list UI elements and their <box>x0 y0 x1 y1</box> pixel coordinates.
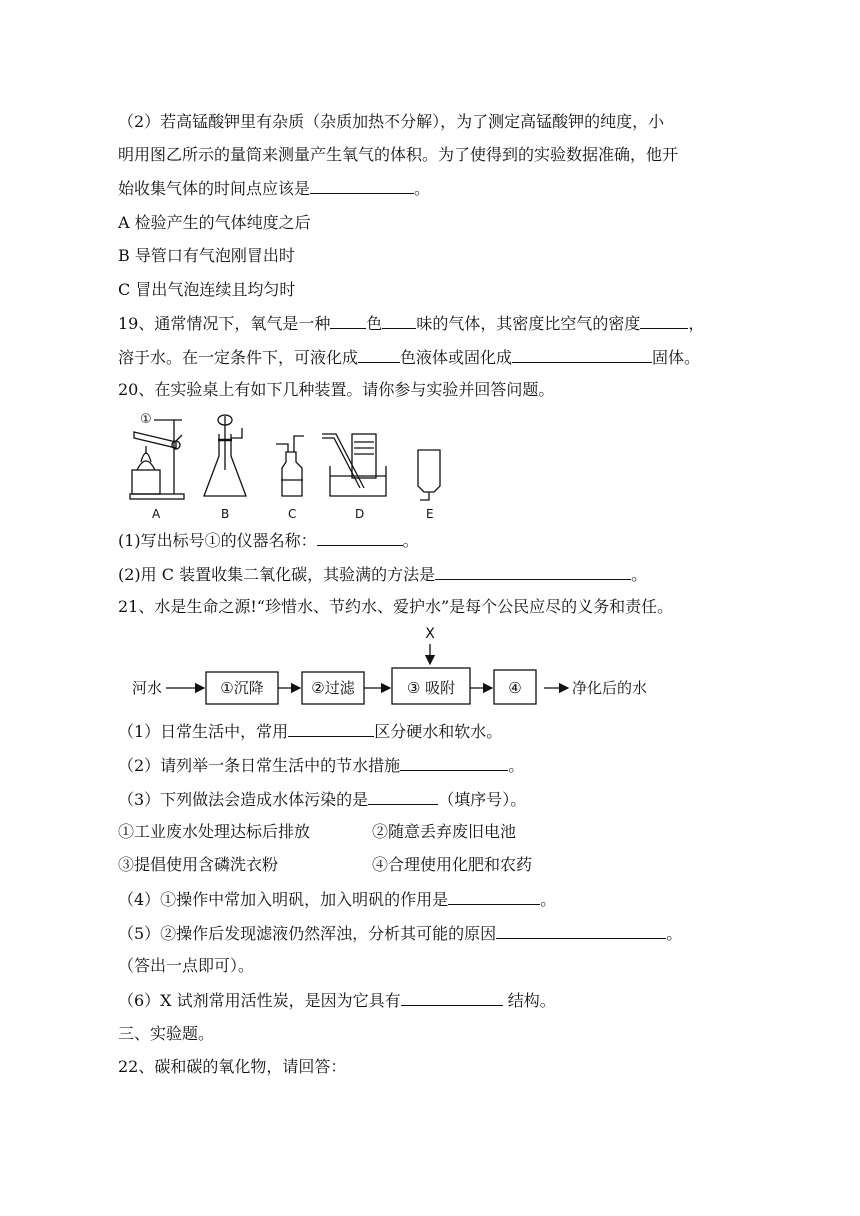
flow-reagent: X <box>425 626 435 642</box>
q21-s4-end: 。 <box>540 890 557 909</box>
q20-sub1-end: 。 <box>402 531 419 550</box>
answer-blank[interactable] <box>382 313 416 329</box>
apparatus-d-icon <box>322 434 386 496</box>
q21-s2 <box>118 755 524 776</box>
flow-step-4: ④ <box>508 679 522 697</box>
q21-s5-note: （答出一点即可）。 <box>118 956 255 975</box>
q21-choice-2: ②随意丢弃废旧电池 <box>372 822 517 841</box>
q21-s6-text: （6）X 试剂常用活性炭，是因为它具有 <box>118 991 401 1010</box>
apparatus-a-icon <box>130 420 184 499</box>
q19-text-a: 19、通常情况下，氧气是一种 <box>118 314 331 333</box>
label-e: E <box>426 507 434 521</box>
q19-text-f: 色液体或固化成 <box>400 348 513 367</box>
answer-blank[interactable] <box>358 347 400 363</box>
q21-s4-text: （4）①操作中常加入明矾，加入明矾的作用是 <box>118 890 449 909</box>
q19-text-b: 色 <box>366 314 383 333</box>
q21-s6 <box>118 990 556 1011</box>
q21-s2-end: 。 <box>508 756 525 775</box>
q21-s4 <box>118 889 556 910</box>
q18-2-line3-text: 始收集气体的时间点应该是 <box>118 179 311 198</box>
water-purification-flowchart <box>132 622 672 712</box>
apparatus-b-icon <box>204 415 246 496</box>
answer-blank[interactable] <box>400 755 508 771</box>
q20-sub1-text: (1)写出标号①的仪器名称： <box>118 531 317 550</box>
q21-s1 <box>118 721 502 742</box>
answer-blank[interactable] <box>310 178 414 194</box>
flow-step-1: ①沉降 <box>220 679 264 697</box>
flow-start: 河水 <box>132 679 163 697</box>
q20-sub1 <box>118 530 419 551</box>
q20-sub2 <box>118 564 647 585</box>
q18-2-option-b: B 导管口有气泡刚冒出时 <box>118 246 295 265</box>
q21-choice-4: ④合理使用化肥和农药 <box>372 855 533 874</box>
q21-choice-3: ③提倡使用含磷洗衣粉 <box>118 855 279 874</box>
apparatus-e-icon <box>418 450 440 500</box>
lab-apparatus-figure <box>124 410 454 522</box>
marker-label: ① <box>140 412 152 427</box>
answer-blank[interactable] <box>448 889 540 905</box>
label-d: D <box>355 507 365 521</box>
q21-s6-end: 结构。 <box>502 991 556 1010</box>
q18-2-line2: 明用图乙所示的量筒来测量产生氧气的体积。为了使得到的实验数据准确，他开 <box>118 145 679 164</box>
q21-s5 <box>118 923 682 944</box>
apparatus-c-icon <box>276 436 304 496</box>
answer-blank[interactable] <box>640 313 688 329</box>
q19-text-c: 味的气体，其密度比空气的密度 <box>416 314 641 333</box>
label-a: A <box>152 507 161 521</box>
q21-s3-text: （3）下列做法会造成水体污染的是 <box>118 790 369 809</box>
answer-blank[interactable] <box>368 789 438 805</box>
answer-blank[interactable] <box>512 347 652 363</box>
answer-blank[interactable] <box>435 564 631 580</box>
flow-step-3: ③ 吸附 <box>406 679 456 697</box>
q21-s1-text: （1）日常生活中，常用 <box>118 722 289 741</box>
q19-line2 <box>118 347 700 368</box>
q18-2-option-c: C 冒出气泡连续且均匀时 <box>118 280 296 299</box>
section-heading: 三、实验题。 <box>118 1024 215 1043</box>
label-c: C <box>288 507 297 521</box>
answer-blank[interactable] <box>496 923 666 939</box>
answer-blank[interactable] <box>330 313 366 329</box>
q18-2-line1: （2）若高锰酸钾里有杂质（杂质加热不分解），为了测定高锰酸钾的纯度，小 <box>118 112 665 131</box>
q20-sub2-end: 。 <box>631 565 648 584</box>
q19-text-g: 固体。 <box>652 348 701 367</box>
q21-s5-end: 。 <box>666 924 683 943</box>
q21-stem: 21、水是生命之源!“珍惜水、节约水、爱护水”是每个公民应尽的义务和责任。 <box>118 597 674 616</box>
answer-blank[interactable] <box>317 530 403 546</box>
q21-s2-text: （2）请列举一条日常生活中的节水措施 <box>118 756 401 775</box>
label-b: B <box>221 507 230 521</box>
q20-sub2-text: (2)用 C 装置收集二氧化碳，其验满的方法是 <box>118 565 436 584</box>
q21-s1-end: 区分硬水和软水。 <box>374 722 503 741</box>
q21-s5-text: （5）②操作后发现滤液仍然浑浊，分析其可能的原因 <box>118 924 497 943</box>
answer-blank[interactable] <box>288 721 374 737</box>
flow-end: 净化后的水 <box>572 679 648 697</box>
q18-2-line3-end: 。 <box>414 179 431 198</box>
q19-text-d: ， <box>688 314 705 333</box>
q21-s3 <box>118 789 526 810</box>
q21-choice-1: ①工业废水处理达标后排放 <box>118 822 311 841</box>
q19-text-e: 溶于水。在一定条件下，可液化成 <box>118 348 359 367</box>
q21-s3-end: （填序号）。 <box>438 790 527 809</box>
q22-stem: 22、碳和碳的氧化物，请回答： <box>118 1057 347 1076</box>
q18-2-option-a: A 检验产生的气体纯度之后 <box>118 213 311 232</box>
q18-2-line3 <box>118 178 430 199</box>
q19-line1 <box>118 313 704 334</box>
q20-stem: 20、在实验桌上有如下几种装置。请你参与实验并回答问题。 <box>118 380 555 399</box>
flow-step-2: ②过滤 <box>311 679 355 697</box>
answer-blank[interactable] <box>401 990 503 1006</box>
